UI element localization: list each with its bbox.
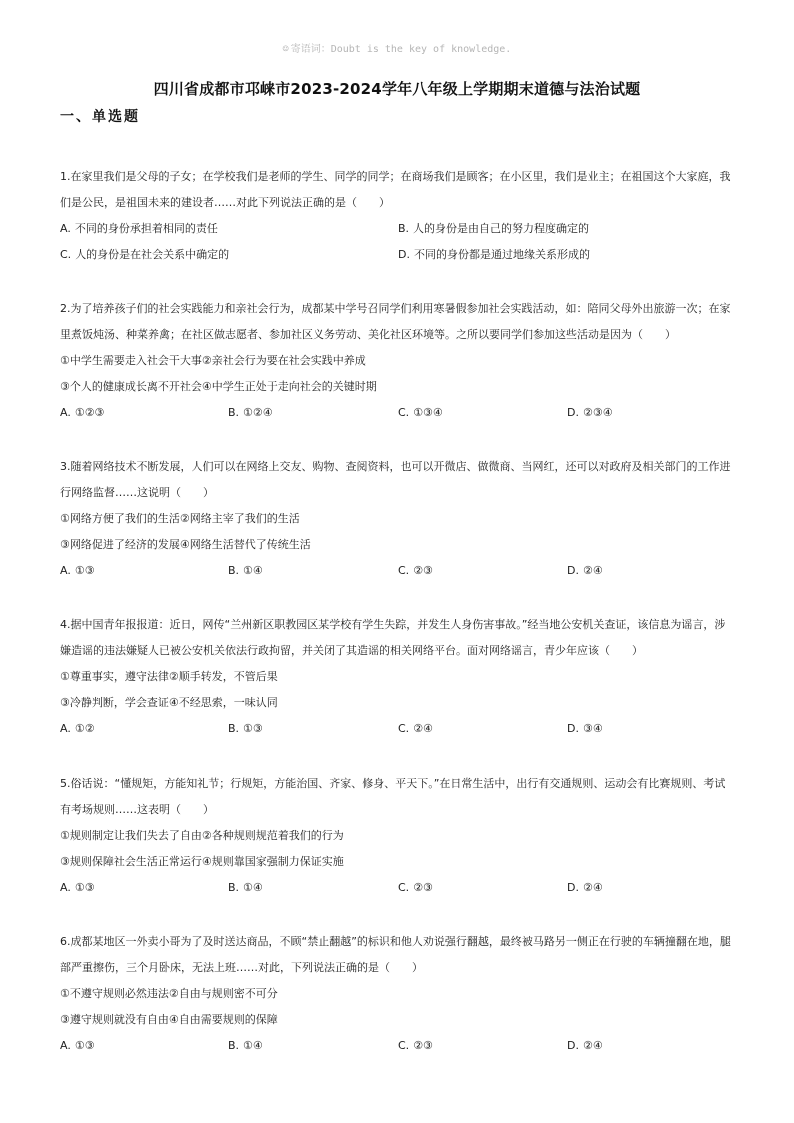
option-c[interactable] [60,242,229,268]
option-text: ①③ [74,881,95,894]
question-stem: 3.随着网络技术不断发展，人们可以在网络上交友、购物、查阅资料，也可以开微店、做微商、当网红，还可以对政府及相关部门的工作进行网络监督……这说明（ ） [60,460,731,499]
section-heading: 一、单选题 [60,109,140,125]
option-c[interactable] [398,1033,433,1059]
question-6 [60,929,736,1059]
statement-line: ①规则制定让我们失去了自由②各种规则规范着我们的行为 [60,829,344,842]
option-text: ②③ [413,881,433,894]
option-letter: C. [398,881,410,894]
option-d[interactable] [567,875,603,901]
option-letter: A. [60,881,71,894]
option-text: 人的身份是在社会关系中确定的 [75,248,230,261]
option-d[interactable] [567,558,603,584]
option-letter: A. [60,722,71,735]
question-2 [60,296,736,426]
option-text: ①② [74,722,95,735]
option-text: ①③ [243,722,263,735]
option-text: ②④ [582,881,603,894]
option-letter: B. [228,722,240,735]
option-letter: A. [60,406,71,419]
question-stem: 1.在家里我们是父母的子女；在学校我们是老师的学生、同学的同学；在商场我们是顾客；在小区里，我们是业主；在祖国这个大家庭，我们是公民，是祖国未来的建设者……对此下列说法正确的是（ ） [60,170,731,209]
option-letter: D. [398,248,410,261]
option-c[interactable] [398,875,433,901]
statement-line: ③个人的健康成长离不开社会④中学生正处于走向社会的关键时期 [60,380,377,393]
option-text: 不同的身份承担着相同的责任 [74,222,218,235]
option-letter: A. [60,564,71,577]
question-stem: 6.成都某地区一外卖小哥为了及时送达商品，不顾“禁止翻越”的标识和他人劝说强行翻越，最终被马路另一侧正在行驶的车辆撞翻在地，腿部严重擦伤，三个月卧床，无法上班……对此，下列说法正确的是（ ） [60,935,731,974]
options-group [60,558,736,584]
options-group [60,875,736,901]
option-c[interactable] [398,716,433,742]
option-letter: A. [60,222,71,235]
option-text: ②④ [582,564,603,577]
option-c[interactable] [398,558,433,584]
option-text: ②③ [413,1039,433,1052]
question-stem: 2.为了培养孩子们的社会实践能力和亲社会行为，成都某中学号召同学们利用寒暑假参加社会实践活动，如：陪同父母外出旅游一次；在家里煮饭炖汤、种菜养禽；在社区做志愿者、参加社区义务劳动、美化社区环境等。之所以要同学们参加这些活动是因为（ ） [60,302,731,341]
option-d[interactable] [567,716,603,742]
option-text: ②③ [413,564,433,577]
question-stem: 5.俗话说：“懂规矩，方能知礼节；行规矩，方能治国、齐家、修身、平天下。”在日常生活中，出行有交通规则、运动会有比赛规则、考试有考场规则……这表明（ ） [60,777,726,816]
option-c[interactable] [398,400,443,426]
option-letter: D. [567,722,579,735]
header-motto-text: 寄语词：Doubt is the key of knowledge. [290,44,512,55]
header-motto [0,40,794,55]
option-text: ①④ [243,1039,263,1052]
option-text: ①②④ [243,406,273,419]
option-a[interactable] [60,216,218,242]
question-1 [60,164,736,268]
options-group [60,216,736,268]
option-letter: A. [60,1039,71,1052]
option-letter: D. [567,881,579,894]
option-d[interactable] [398,242,590,268]
option-b[interactable] [228,558,263,584]
statement-line: ①中学生需要走入社会干大事②亲社会行为要在社会实践中养成 [60,354,366,367]
option-letter: C. [398,1039,410,1052]
option-text: ①④ [243,881,263,894]
statement-line: ①尊重事实，遵守法律②顺手转发，不管后果 [60,670,278,683]
option-letter: D. [567,564,579,577]
option-text: ②④ [413,722,433,735]
page-title: 四川省成都市邛崃市2023-2024学年八年级上学期期末道德与法治试题 [153,80,641,98]
option-text: ②④ [582,1039,603,1052]
option-letter: C. [398,406,410,419]
statement-line: ①网络方便了我们的生活②网络主宰了我们的生活 [60,512,300,525]
option-b[interactable] [228,875,263,901]
option-letter: C. [398,564,410,577]
question-stem: 4.据中国青年报报道：近日，网传“兰州新区职教园区某学校有学生失踪，并发生人身伤害事故。”经当地公安机关查证，该信息为谣言，涉嫌造谣的违法嫌疑人已被公安机关依法行政拘留，并关闭了其造谣的相关网络平台。面对网络谣言，青少年应该（ ） [60,618,726,657]
option-a[interactable] [60,400,104,426]
option-letter: B. [228,406,240,419]
option-letter: C. [398,722,410,735]
option-letter: D. [567,406,579,419]
option-letter: D. [567,1039,579,1052]
option-text: ①②③ [74,406,105,419]
option-text: ①③ [74,564,95,577]
options-group [60,716,736,742]
option-a[interactable] [60,1033,95,1059]
option-d[interactable] [567,400,613,426]
option-text: 人的身份是由自己的努力程度确定的 [413,222,590,235]
option-b[interactable] [228,716,263,742]
question-4 [60,612,736,742]
option-a[interactable] [60,716,95,742]
option-a[interactable] [60,558,95,584]
option-text: 不同的身份都是通过地缘关系形成的 [413,248,590,261]
option-text: ①④ [243,564,263,577]
statement-line: ③规则保障社会生活正常运行④规则靠国家强制力保证实施 [60,855,344,868]
option-b[interactable] [228,400,273,426]
option-b[interactable] [398,216,589,242]
option-a[interactable] [60,875,95,901]
options-group [60,400,736,426]
option-text: ①③ [74,1039,95,1052]
question-3 [60,454,736,584]
option-letter: B. [398,222,410,235]
option-text: ②③④ [582,406,613,419]
option-d[interactable] [567,1033,603,1059]
option-letter: B. [228,564,240,577]
question-5 [60,771,736,901]
statement-line: ①不遵守规则必然违法②自由与规则密不可分 [60,987,278,1000]
option-text: ①③④ [413,406,443,419]
options-group [60,1033,736,1059]
option-letter: B. [228,881,240,894]
option-letter: C. [60,248,72,261]
option-b[interactable] [228,1033,263,1059]
option-text: ③④ [582,722,603,735]
statement-line: ③网络促进了经济的发展④网络生活替代了传统生活 [60,538,311,551]
statement-line: ③遵守规则就没有自由④自由需要规则的保障 [60,1013,278,1026]
smile-icon: ☺ [282,44,289,55]
statement-line: ③冷静判断，学会查证④不经思索，一味认同 [60,696,278,709]
option-letter: B. [228,1039,240,1052]
